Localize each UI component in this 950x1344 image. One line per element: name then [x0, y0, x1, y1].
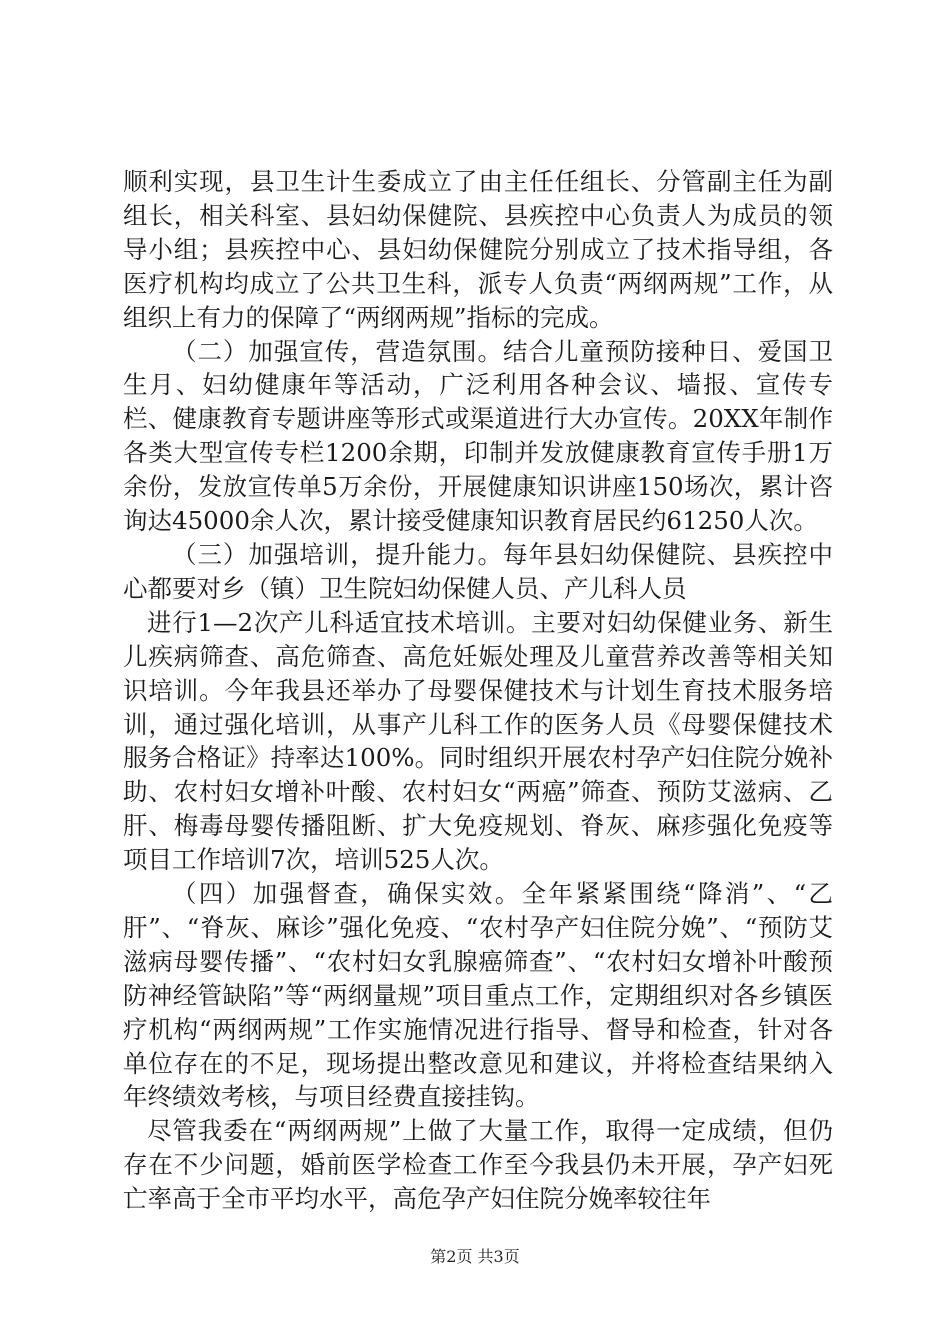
paragraph-training-continued: 进行1—2次产儿科适宜技术培训。主要对妇幼保健业务、新生儿疾病筛查、高危筛查、高危妊娠处理及儿童营养改善等相关知识培训。今年我县还举办了母婴保健技术与计划生育技术服务培训，通过强化培训，从事产儿科工作的医务人员《母婴保健技术服务合格证》持率达100%。同时组织开展农村孕产妇住院分娩补助、农村妇女增补叶酸、农村妇女“两癌”筛查、预防艾滋病、乙肝、梅毒母婴传播阻断、扩大免疫规划、脊灰、麻疹强化免疫等项目工作培训7次，培训525人次。 — [123, 607, 833, 875]
page-number-footer: 第2页 共3页 — [430, 1247, 520, 1266]
paragraph-training: （三）加强培训，提升能力。每年县妇幼保健院、县疾控中心都要对乡（镇）卫生院妇幼保健人员、产儿科人员 — [123, 539, 833, 603]
paragraph-problems: 尽管我委在“两纲两规”上做了大量工作，取得一定成绩，但仍存在不少问题，婚前医学检查工作至今我县仍未开展，孕产妇死亡率高于全市平均水平，高危孕产妇住院分娩率较往年 — [123, 1116, 833, 1214]
paragraph-supervision: （四）加强督查，确保实效。全年紧紧围绕“降消”、“乙肝”、“脊灰、麻诊”强化免疫、“农村孕产妇住院分娩”、“预防艾滋病母婴传播”、“农村妇女乳腺癌筛查”、“农村妇女增补叶酸预防神经管缺陷”等“两纲量规”项目重点工作，定期组织对各乡镇医疗机构“两纲两规”工作实施情况进行指导、督导和检查，针对各单位存在的不足，现场提出整改意见和建议，并将检查结果纳入年终绩效考核，与项目经费直接挂钩。 — [123, 879, 833, 1112]
paragraph-continuation: 顺利实现，县卫生计生委成立了由主任任组长、分管副主任为副组长，相关科室、县妇幼保健院、县疾控中心负责人为成员的领导小组；县疾控中心、县妇幼保健院分别成立了技术指导组，各医疗机构均成立了公共卫生科，派专人负责“两纲两规”工作，从组织上有力的保障了“两纲两规”指标的完成。 — [123, 167, 833, 332]
document-body — [123, 165, 833, 1216]
paragraph-publicity: （二）加强宣传，营造氛围。结合儿童预防接种日、爱国卫生月、妇幼健康年等活动，广泛利用各种会议、墙报、宣传专栏、健康教育专题讲座等形式或渠道进行大办宣传。20XX年制作各类大型宣传专栏1200余期，印制并发放健康教育宣传手册1万余份，发放宣传单5万余份，开展健康知识讲座150场次，累计咨询达45000余人次，累计接受健康知识教育居民约61250人次。 — [123, 336, 833, 536]
